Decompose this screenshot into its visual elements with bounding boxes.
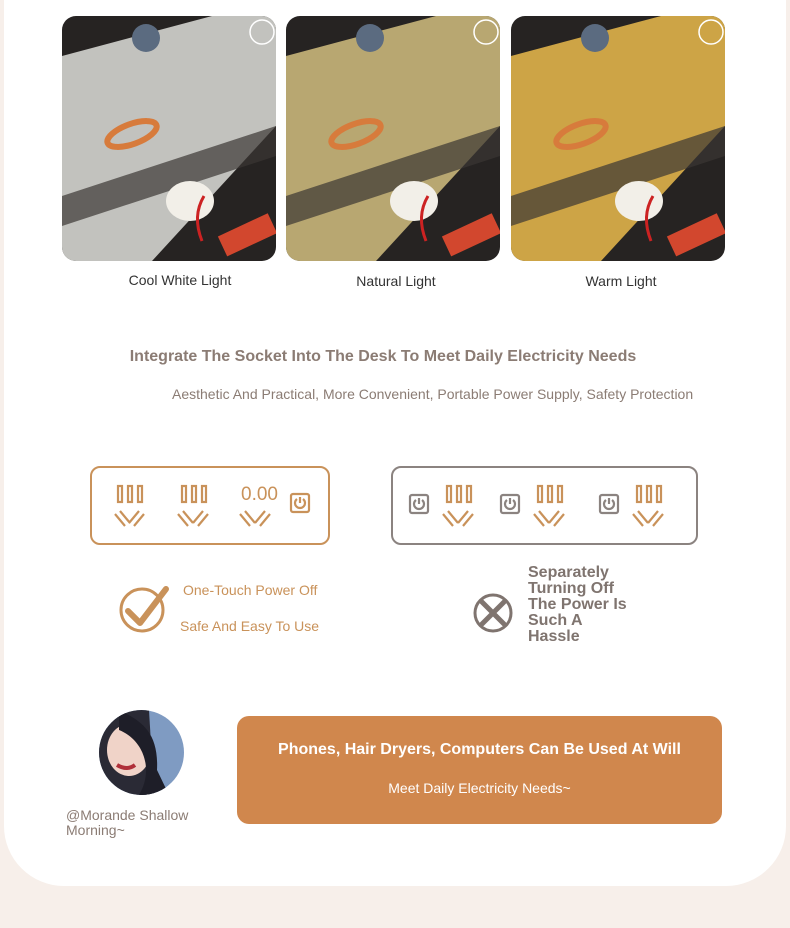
photo-label-warm: Warm Light — [585, 273, 657, 289]
photo-label-cool: Cool White Light — [128, 272, 232, 288]
username-line: @Morande Shallow — [66, 807, 189, 823]
review-bubble — [237, 716, 722, 824]
socket-outlet-1 — [115, 486, 144, 526]
bad-note-line: Separately — [528, 564, 609, 581]
photo-natural — [286, 16, 500, 261]
subline: Aesthetic And Practical, More Convenient, Portable Power Supply, Safety Protection — [172, 386, 694, 402]
username-line: Morning~ — [66, 822, 125, 838]
review-sub: Meet Daily Electricity Needs~ — [388, 780, 571, 796]
check-circle-icon — [118, 583, 170, 635]
headline: Integrate The Socket Into The Desk To Meet Daily Electricity Needs — [129, 348, 637, 365]
bad-note — [528, 565, 627, 645]
bad-note-line: Hassle — [528, 628, 580, 645]
photo-cool-white — [62, 16, 276, 261]
bad-note-line: Such A — [528, 612, 583, 629]
photo-warm — [511, 16, 725, 261]
review-title: Phones, Hair Dryers, Computers Can Be Used At Will — [278, 741, 681, 758]
good-note-2: Safe And Easy To Use — [180, 618, 320, 634]
review-username — [66, 808, 188, 838]
photo-label-natural: Natural Light — [356, 273, 436, 289]
integrated-socket-strip — [90, 466, 330, 545]
avatar — [99, 710, 184, 795]
strip-display: 0.00 — [241, 484, 278, 505]
bad-note-line: Turning Off — [528, 580, 614, 597]
bad-note-line: The Power Is — [528, 596, 627, 613]
good-note-1: One-Touch Power Off — [183, 582, 318, 598]
socket-outlet-2 — [178, 486, 208, 526]
cross-circle-icon — [472, 592, 514, 634]
separate-switch-strip — [391, 466, 698, 545]
socket-outlet-3 — [240, 511, 270, 526]
power-icon — [291, 494, 309, 512]
